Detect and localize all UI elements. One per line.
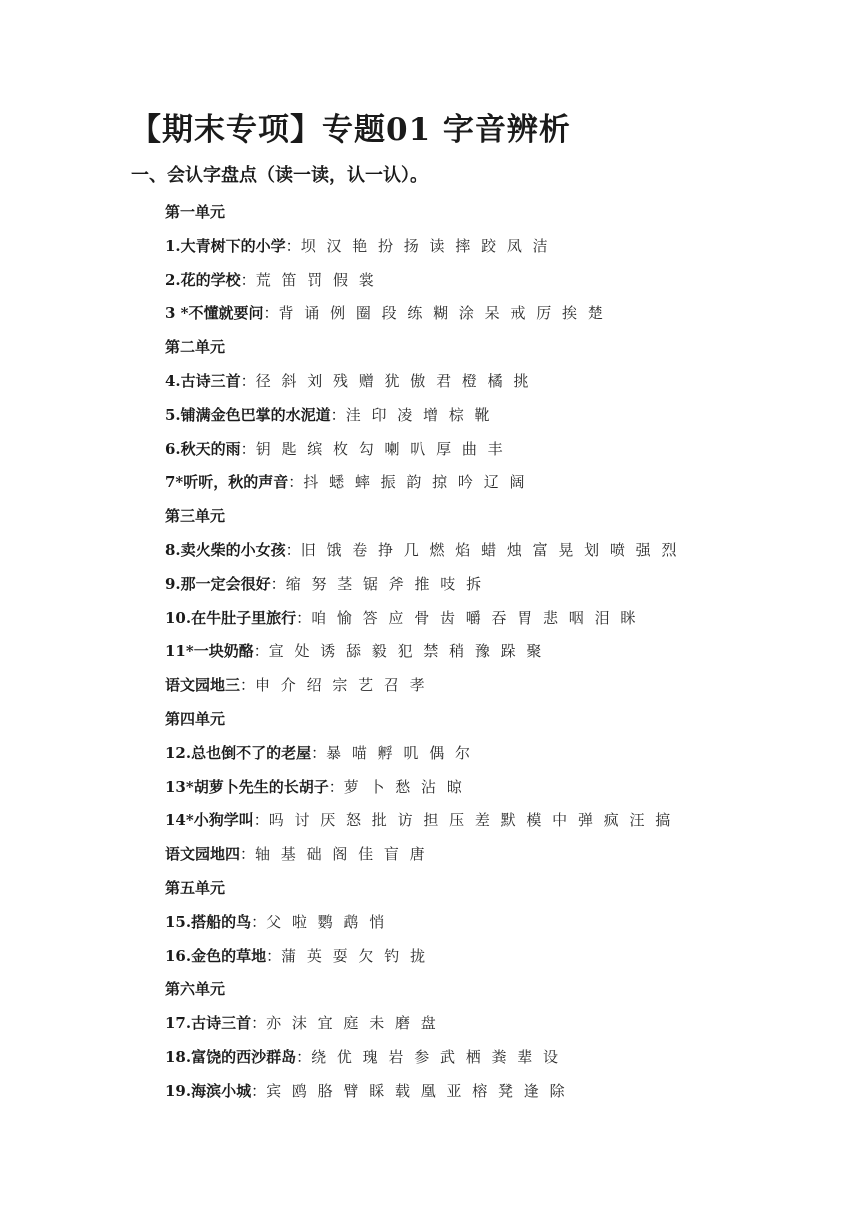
lesson-row [165, 635, 845, 669]
lesson-characters: 父 啦 鹦 鹉 悄 [266, 912, 385, 931]
lesson-name: 1.大青树下的小学 [165, 236, 286, 255]
lesson-row [165, 399, 845, 433]
lesson-row [165, 365, 845, 399]
lesson-name: 语文园地三 [165, 676, 241, 695]
unit-heading: 第一单元 [165, 203, 226, 221]
lesson-separator: ： [285, 236, 301, 255]
lesson-separator: ： [270, 574, 286, 593]
lesson-name: 12.总也倒不了的老屋 [165, 743, 312, 762]
lesson-characters: 咱 愉 答 应 骨 齿 嚼 吞 胃 悲 咽 泪 眯 [311, 608, 636, 627]
unit-heading: 第六单元 [165, 980, 226, 999]
unit-heading: 第二单元 [165, 338, 226, 357]
lesson-row [165, 297, 845, 331]
lesson-row [165, 940, 845, 974]
lesson-separator: ： [328, 777, 344, 796]
lesson-name: 14*小狗学叫 [165, 811, 254, 830]
lesson-row [165, 534, 845, 568]
lesson-characters: 抖 蟋 蟀 振 韵 掠 吟 辽 阔 [303, 473, 525, 492]
lesson-separator: ： [251, 912, 267, 931]
lesson-row [165, 804, 845, 838]
lesson-name: 15.搭船的鸟 [165, 912, 252, 931]
lesson-row [165, 1007, 845, 1041]
section-heading: 一、会认字盘点（读一读，认一认）。 [131, 165, 428, 186]
lesson-characters: 荒 笛 罚 假 裳 [255, 270, 375, 289]
lesson-separator: ： [266, 946, 282, 965]
lesson-characters: 坝 汉 艳 扮 扬 读 摔 跤 凤 洁 [300, 236, 549, 255]
lesson-row [165, 669, 845, 703]
lesson-characters: 绕 优 瑰 岩 参 武 栖 粪 辈 设 [311, 1047, 559, 1066]
lesson-characters: 径 斜 刘 残 赠 犹 傲 君 橙 橘 挑 [255, 371, 529, 390]
lesson-row [165, 771, 845, 805]
unit-heading: 第四单元 [165, 709, 226, 728]
lesson-characters: 背 诵 例 圈 段 练 糊 涂 呆 戒 厉 挨 楚 [278, 304, 604, 323]
lesson-row [165, 230, 845, 264]
lesson-name: 7*听听，秋的声音 [165, 473, 289, 492]
lesson-characters: 蒲 英 耍 欠 钓 拢 [281, 946, 426, 965]
lesson-row [165, 466, 845, 500]
lesson-name: 8.卖火柴的小女孩 [165, 540, 286, 559]
lesson-row [165, 433, 845, 467]
lesson-name: 19.海滨小城 [165, 1081, 252, 1100]
lesson-row [165, 737, 845, 771]
lesson-row [165, 568, 845, 602]
lesson-separator: ： [253, 811, 269, 830]
lesson-characters: 申 介 绍 宗 艺 召 孝 [255, 676, 426, 695]
lesson-separator: ： [240, 439, 256, 458]
lesson-separator: ： [285, 540, 301, 559]
lesson-characters: 旧 饿 卷 挣 几 燃 焰 蜡 烛 富 晃 划 喷 强 烈 [300, 540, 677, 559]
lesson-row [165, 264, 845, 298]
lesson-characters: 轴 基 础 阁 佳 盲 唐 [255, 845, 426, 864]
lesson-characters: 暴 喵 孵 叽 偶 尔 [326, 743, 471, 762]
lesson-name: 6.秋天的雨 [165, 439, 241, 458]
unit-heading: 第三单元 [165, 507, 226, 526]
page-title: 【期末专项】专题01 字音辨析 [130, 112, 571, 148]
lesson-separator: ： [240, 676, 256, 695]
lesson-characters: 洼 印 凌 增 棕 靴 [345, 405, 491, 424]
lesson-separator: ： [296, 608, 312, 627]
lesson-characters: 宾 鸥 胳 臂 睬 载 凰 亚 榕 凳 逢 除 [266, 1081, 566, 1100]
content-list [165, 196, 845, 1109]
lesson-separator: ： [330, 405, 346, 424]
lesson-row [165, 602, 845, 636]
lesson-separator: ： [251, 1014, 267, 1033]
lesson-separator: ： [240, 845, 256, 864]
lesson-separator: ： [288, 473, 304, 492]
lesson-separator: ： [311, 743, 327, 762]
lesson-separator: ： [240, 371, 256, 390]
unit-heading: 第五单元 [165, 878, 226, 897]
lesson-characters: 亦 沫 宜 庭 未 磨 盘 [266, 1014, 437, 1033]
lesson-name: 10.在牛肚子里旅行 [165, 608, 297, 627]
lesson-separator: ： [296, 1047, 312, 1066]
lesson-name: 4.古诗三首 [165, 371, 241, 390]
lesson-row [165, 1041, 845, 1075]
lesson-row [165, 838, 845, 872]
lesson-characters: 萝 卜 愁 沾 晾 [343, 777, 463, 796]
lesson-name: 2.花的学校 [165, 270, 241, 289]
lesson-row [165, 906, 845, 940]
lesson-characters: 吗 讨 厌 怒 批 访 担 压 差 默 模 中 弹 疯 汪 搞 [268, 811, 671, 830]
lesson-name: 语文园地四 [165, 845, 241, 864]
lesson-characters: 宣 处 诱 舔 毅 犯 禁 稍 豫 跺 聚 [268, 642, 542, 661]
lesson-name: 11*一块奶酪 [165, 642, 254, 661]
lesson-separator: ： [263, 304, 279, 323]
lesson-name: 16.金色的草地 [165, 946, 267, 965]
lesson-name: 5.铺满金色巴掌的水泥道 [165, 405, 331, 424]
lesson-name: 9.那一定会很好 [165, 574, 271, 593]
lesson-characters: 钥 匙 缤 枚 勾 喇 叭 厚 曲 丰 [255, 439, 504, 458]
lesson-separator: ： [251, 1081, 267, 1100]
lesson-name: 3 *不懂就要问 [165, 304, 264, 323]
lesson-name: 18.富饶的西沙群岛 [165, 1047, 297, 1066]
lesson-name: 13*胡萝卜先生的长胡子 [165, 777, 329, 796]
lesson-separator: ： [240, 270, 256, 289]
lesson-name: 17.古诗三首 [165, 1014, 252, 1033]
lesson-row [165, 1075, 845, 1109]
lesson-characters: 缩 努 茎 锯 斧 推 吱 拆 [285, 574, 482, 593]
lesson-separator: ： [253, 642, 269, 661]
